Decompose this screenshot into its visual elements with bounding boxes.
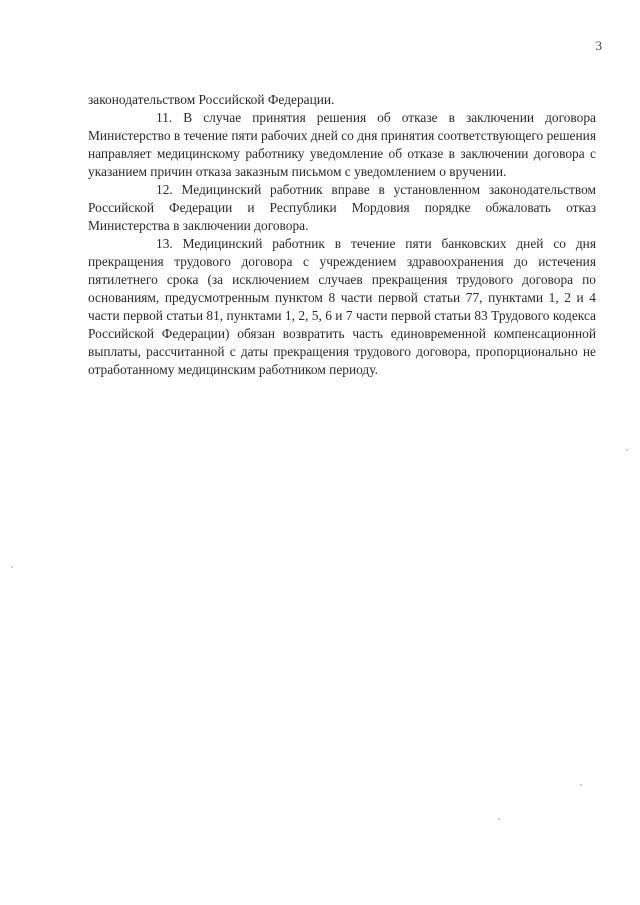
page-number: 3 (595, 38, 602, 53)
lead-line: законодательством Российской Федерации. (88, 92, 335, 107)
document-body (88, 91, 596, 379)
paragraph-11: 11. В случае принятия решения об отказе в заключении договора Министерство в течение пяти рабочих дней со дня принятия соответствующего решения направляет медицинскому работнику уведомление об отказе в заключении договора с указанием причин отказа заказным письмом с уведомлением о вручении. (88, 110, 596, 179)
scan-speck (11, 566, 13, 568)
paragraph-13: 13. Медицинский работник в течение пяти банковских дней со дня прекращения трудового договора с учреждением здравоохранения до истечения пятилетнего срока (за исключением случаев прекращения трудового договора по основаниям, предусмотренным пунктом 8 части первой статьи 77, пунктами 1, 2 и 4 части первой статьи 81, пунктами 1, 2, 5, 6 и 7 части первой статьи 83 Трудового кодекса Российской Федерации) обязан возвратить часть единовременной компенсационной выплаты, рассчитанной с даты прекращения трудового договора, пропорционально не отработанному медицинским работником периоду. (88, 236, 596, 377)
paragraph-12: 12. Медицинский работник вправе в установленном законодательством Российской Федерации и Республики Мордовия порядке обжаловать отказ Министерства в заключении договора. (88, 182, 596, 233)
scan-speck (626, 449, 628, 451)
scan-speck (498, 818, 500, 820)
scan-speck (580, 784, 582, 786)
